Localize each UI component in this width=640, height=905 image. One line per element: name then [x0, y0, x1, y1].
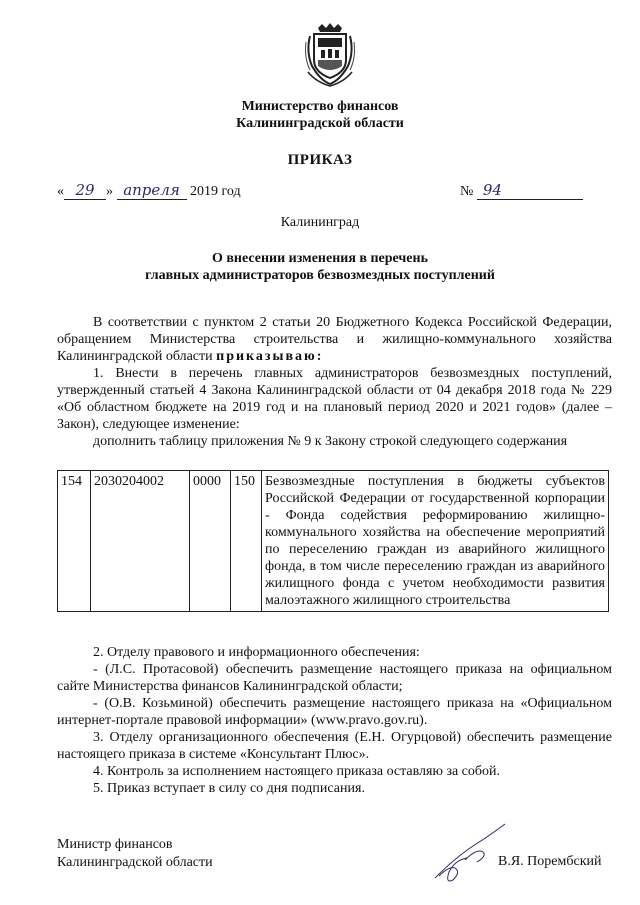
position-line-2: Калининградской области	[57, 855, 213, 870]
order-command: приказываю:	[216, 349, 324, 364]
paragraph-basis	[57, 314, 612, 365]
ministry-name	[0, 98, 640, 132]
date-day: 29	[64, 181, 106, 200]
signatory-position	[57, 836, 213, 872]
ministry-line-2: Калининградской области	[236, 116, 404, 131]
position-line-1: Министр финансов	[57, 837, 173, 852]
row-number: 154	[58, 471, 91, 612]
order-title: ПРИКАЗ	[287, 152, 353, 168]
number-value: 94	[477, 181, 583, 200]
city: Калининград	[280, 215, 360, 230]
date-month: апреля	[117, 181, 187, 200]
number-prefix: №	[460, 184, 474, 199]
subject-line-1: О внесении изменения в перечень	[211, 251, 428, 266]
paragraph-table-intro: дополнить таблицу приложения № 9 к Закону строкой следующего содержания	[93, 434, 568, 449]
coat-of-arms-icon	[302, 22, 358, 88]
paragraph-1: 1. Внести в перечень главных администраторов безвозмездных поступлений, утвержденный статьей 4 Закона Калининградской области от 04 декабря 2018 года № 229 «Об областном бюджете на 2019 год и на плановый период 2020 и 2021 годов» (далее – Закон), следующее изменение:	[57, 366, 612, 432]
signatory-name: В.Я. Порембский	[498, 854, 602, 869]
appendix-table	[57, 470, 609, 612]
paragraph-4: 4. Контроль за исполнением настоящего приказа оставляю за собой.	[93, 764, 501, 779]
order-date	[57, 181, 241, 200]
ministry-line-1: Министерство финансов	[241, 99, 399, 114]
row-class: 150	[231, 471, 262, 612]
order-number	[460, 181, 583, 200]
date-open-quote: «	[57, 184, 64, 199]
paragraph-5: 5. Приказ вступает в силу со дня подписания.	[93, 781, 365, 796]
order-subject	[0, 250, 640, 284]
basis-text: В соответствии с пунктом 2 статьи 20 Бюджетного Кодекса Российской Федерации, обращением Министерства строительства и жилищно-коммунального хозяйства Калининградской области	[57, 315, 612, 364]
table-row	[58, 471, 609, 612]
paragraph-2: 2. Отделу правового и информационного обеспечения:	[93, 645, 420, 660]
date-year: 2019 год	[190, 184, 241, 199]
row-description: Безвозмездные поступления в бюджеты субъектов Российской Федерации от государственной корпорации - Фонда содействия реформированию жилищно-коммунального хозяйства на обеспечение мероприятий по переселению граждан из аварийного жилищного фонда, в том числе переселению граждан из аварийного жилищного фонда с учетом необходимости развития малоэтажного жилищного строительства	[262, 471, 609, 612]
subject-line-2: главных администраторов безвозмездных поступлений	[145, 268, 495, 283]
signature-icon	[425, 818, 510, 888]
paragraph-3: 3. Отделу организационного обеспечения (Е.Н. Огурцовой) обеспечить размещение настоящего приказа в системе «Консультант Плюс».	[57, 730, 612, 762]
row-subcode: 0000	[190, 471, 231, 612]
row-code: 2030204002	[91, 471, 190, 612]
paragraph-2-b: - (О.В. Козьминой) обеспечить размещение настоящего приказа на «Официальном интернет-портале правовой информации» (www.pravo.gov.ru).	[57, 696, 612, 728]
paragraph-2-a: - (Л.С. Протасовой) обеспечить размещение настоящего приказа на официальном сайте Министерства финансов Калининградской области;	[57, 662, 612, 694]
date-close-quote: »	[106, 184, 113, 199]
